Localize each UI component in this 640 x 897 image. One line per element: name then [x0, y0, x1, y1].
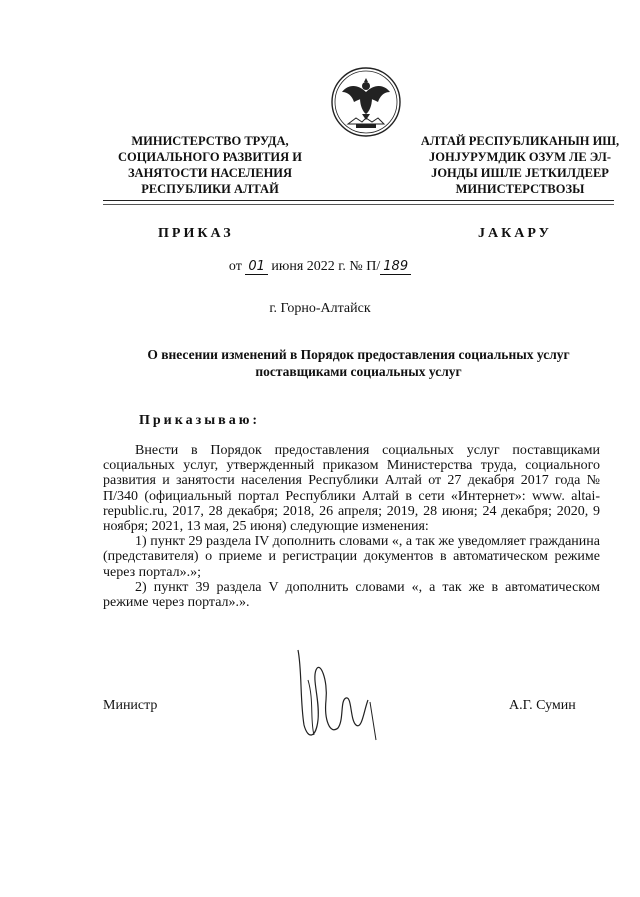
header-left-line: СОЦИАЛЬНОГО РАЗВИТИЯ И	[117, 150, 303, 164]
order-subject	[103, 346, 614, 380]
body-paragraph: Внести в Порядок предоставления социальных услуг поставщиками социальных услуг, утвержденный приказом Министерства труда, социального развития и занятости населения Республики Алтай от 27 декабря 2017 года № П/340 (официальный портал Республики Алтай в сети «Интернет»: www. altai-republic.ru, 2017, 28 декабря; 2018, 26 апреля; 2019, 28 июня; 24 декабря; 2020, 9 ноября; 2021, 13 мая, 25 июня) следующие изменения:	[103, 443, 600, 535]
date-rest: июня 2022 г. №	[271, 259, 363, 274]
signer-name: А.Г. Сумин	[509, 698, 576, 713]
city: г. Горно-Алтайск	[269, 301, 371, 316]
ministry-name-altai	[410, 133, 630, 197]
header-right-line: МИНИСТЕРСТВОЗЫ	[455, 182, 585, 196]
order-body	[103, 443, 600, 610]
order-title-altai: ЈАКАРУ	[478, 226, 552, 241]
altai-republic-emblem-icon	[330, 66, 402, 138]
order-title-russian: ПРИКАЗ	[158, 226, 234, 241]
signer-position: Министр	[103, 698, 158, 713]
header-right-line: АЛТАЙ РЕСПУБЛИКАНЫН ИШ,	[420, 134, 620, 148]
date-day-handwritten: 01	[245, 260, 268, 275]
order-number-handwritten: 189	[380, 260, 411, 275]
body-paragraph: 1) пункт 29 раздела IV дополнить словами «, а так же уведомляет гражданина (представителя) о приеме и регистрации документов в автоматическом режиме через портал».»;	[103, 534, 600, 580]
subject-line: поставщиками социальных услуг	[255, 364, 462, 379]
number-prefix: П/	[366, 259, 381, 274]
body-paragraph: 2) пункт 39 раздела V дополнить словами «, а так же в автоматическом режиме через портал».».	[103, 579, 600, 611]
ministry-name-russian	[100, 133, 320, 197]
header-right-line: ЈОНЈУРУМДИК ОЗУМ ЛЕ ЭЛ-	[429, 150, 611, 164]
header-right-line: ЈОНДЫ ИШЛЕ ЈЕТКИЛДЕЕР	[431, 166, 609, 180]
date-prefix: от	[228, 259, 242, 274]
header-left-line: ЗАНЯТОСТИ НАСЕЛЕНИЯ	[127, 166, 293, 180]
header-left-line: МИНИСТЕРСТВО ТРУДА,	[131, 134, 289, 148]
decree-word: Приказываю:	[139, 413, 261, 428]
header-divider-thin	[103, 204, 614, 205]
order-date-line	[200, 259, 440, 275]
subject-line: О внесении изменений в Порядок предоставления социальных услуг	[147, 347, 570, 362]
header-left-line: РЕСПУБЛИКИ АЛТАЙ	[141, 182, 279, 196]
handwritten-signature-icon	[290, 640, 390, 750]
header-divider	[103, 200, 614, 201]
